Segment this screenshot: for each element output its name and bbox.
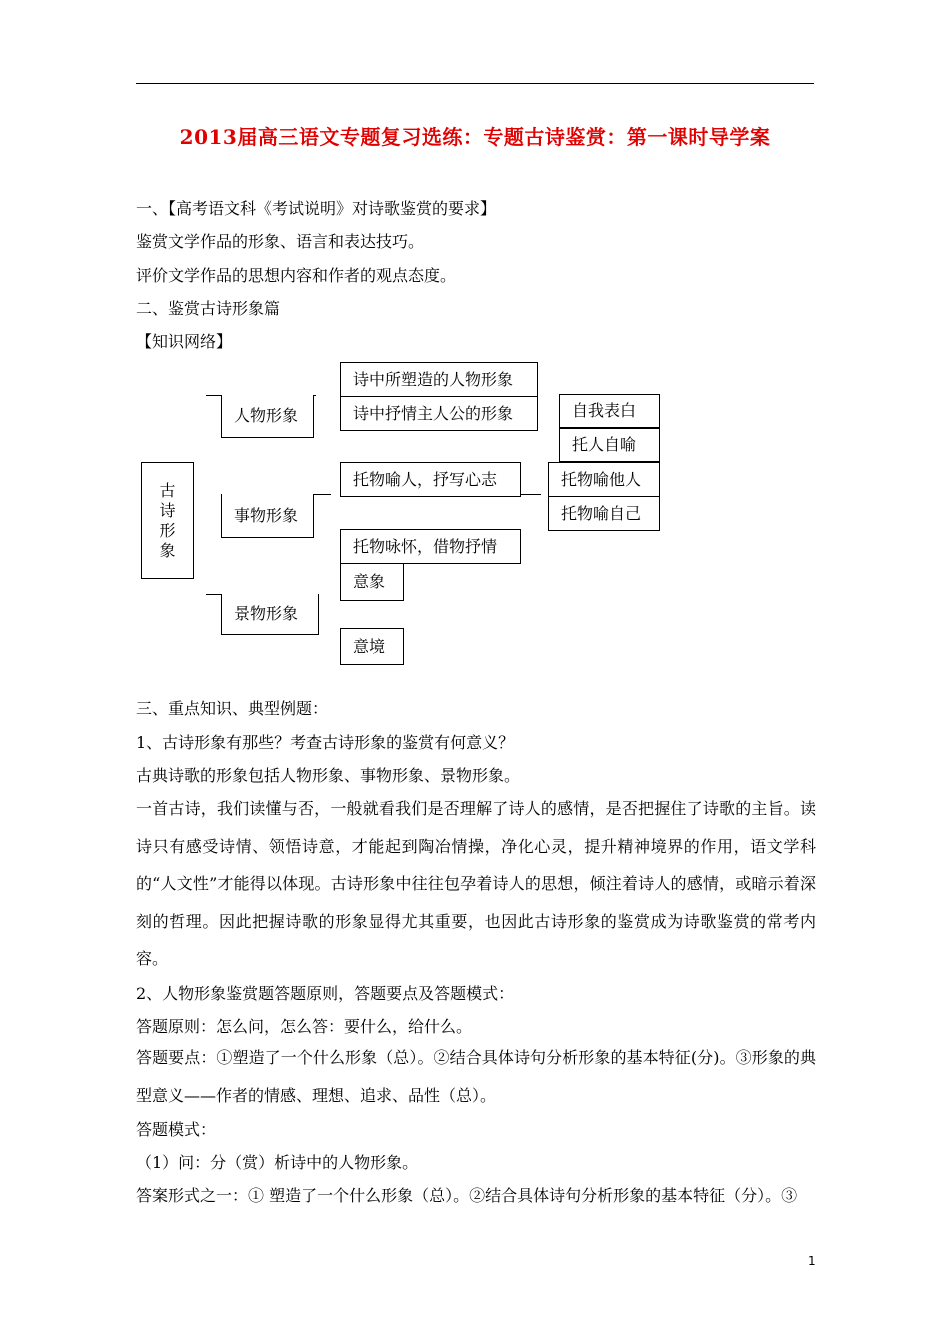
object-detail-box-2: 托物喻自己	[548, 496, 660, 531]
root-char: 古	[159, 480, 176, 500]
section1-heading: 一、【高考语文科《考试说明》对诗歌鉴赏的要求】	[136, 199, 497, 218]
connector-line	[521, 494, 541, 495]
answer-1-paragraph: 一首古诗，我们读懂与否，一般就看我们是否理解了诗人的感情，是否把握住了诗歌的主旨。读诗只有感受诗情、领悟诗意，才能起到陶冶情操，净化心灵，提升精神境界的作用，语文学科的“人文性”才能得以体现。古诗形象中往往包孕着诗人的思想，倾注着诗人的感情，或暗示着深刻的哲理。因此把握诗歌的形象显得尤其重要，也因此古诗形象的鉴赏成为诗歌鉴赏的常考内容。	[136, 799, 816, 968]
person-detail-box-1: 自我表白	[559, 394, 660, 428]
answer-form-1: 答案形式之一：① 塑造了一个什么形象（总）。②结合具体诗句分析形象的基本特征（分）。③	[136, 1186, 798, 1205]
root-char: 象	[159, 540, 176, 560]
person-detail-box-2: 托人自喻	[559, 428, 660, 462]
page-title: 2013届高三语文专题复习选练：专题古诗鉴赏：第一课时导学案	[179, 125, 771, 149]
header-rule	[136, 83, 814, 84]
object-box: 事物形象	[221, 494, 314, 538]
answer-principle: 答题原则：怎么问，怎么答：要什么，给什么。	[136, 1017, 473, 1036]
section2-heading: 二、鉴赏古诗形象篇	[136, 299, 281, 318]
question-1: 1、古诗形象有那些？考查古诗形象的鉴赏有何意义？	[136, 733, 515, 752]
scene-box: 景物形象	[221, 594, 319, 635]
root-char: 形	[159, 520, 176, 540]
object-sub-box-2: 托物咏怀，借物抒情	[340, 529, 521, 564]
root-char: 诗	[159, 500, 176, 520]
scene-sub-box-2: 意境	[340, 628, 404, 665]
scene-sub-box-1: 意象	[340, 563, 404, 601]
page-number: 1	[808, 1254, 816, 1268]
answer-1: 古典诗歌的形象包括人物形象、事物形象、景物形象。	[136, 766, 521, 785]
person-sub-box-2: 诗中抒情主人公的形象	[340, 396, 538, 431]
question-2: 2、人物形象鉴赏题答题原则，答题要点及答题模式：	[136, 984, 515, 1003]
section1-line2: 评价文学作品的思想内容和作者的观点态度。	[136, 266, 457, 285]
answer-points: 答题要点：①塑造了一个什么形象（总）。②结合具体诗句分析形象的基本特征(分)。③形象的典型意义——作者的情感、理想、追求、品性（总）。	[136, 1048, 816, 1105]
section3-heading: 三、重点知识、典型例题：	[136, 699, 329, 718]
person-box: 人物形象	[221, 395, 314, 438]
person-sub-box-1: 诗中所塑造的人物形象	[340, 362, 538, 397]
root-box	[141, 462, 194, 579]
object-detail-box-1: 托物喻他人	[548, 462, 660, 497]
object-sub-box-1: 托物喻人，抒写心志	[340, 462, 521, 497]
section1-line1: 鉴赏文学作品的形象、语言和表达技巧。	[136, 232, 425, 251]
section2-subheading: 【知识网络】	[136, 332, 233, 351]
answer-mode: 答题模式：	[136, 1120, 217, 1139]
answer-mode-1: （1）问：分（赏）析诗中的人物形象。	[136, 1153, 419, 1172]
